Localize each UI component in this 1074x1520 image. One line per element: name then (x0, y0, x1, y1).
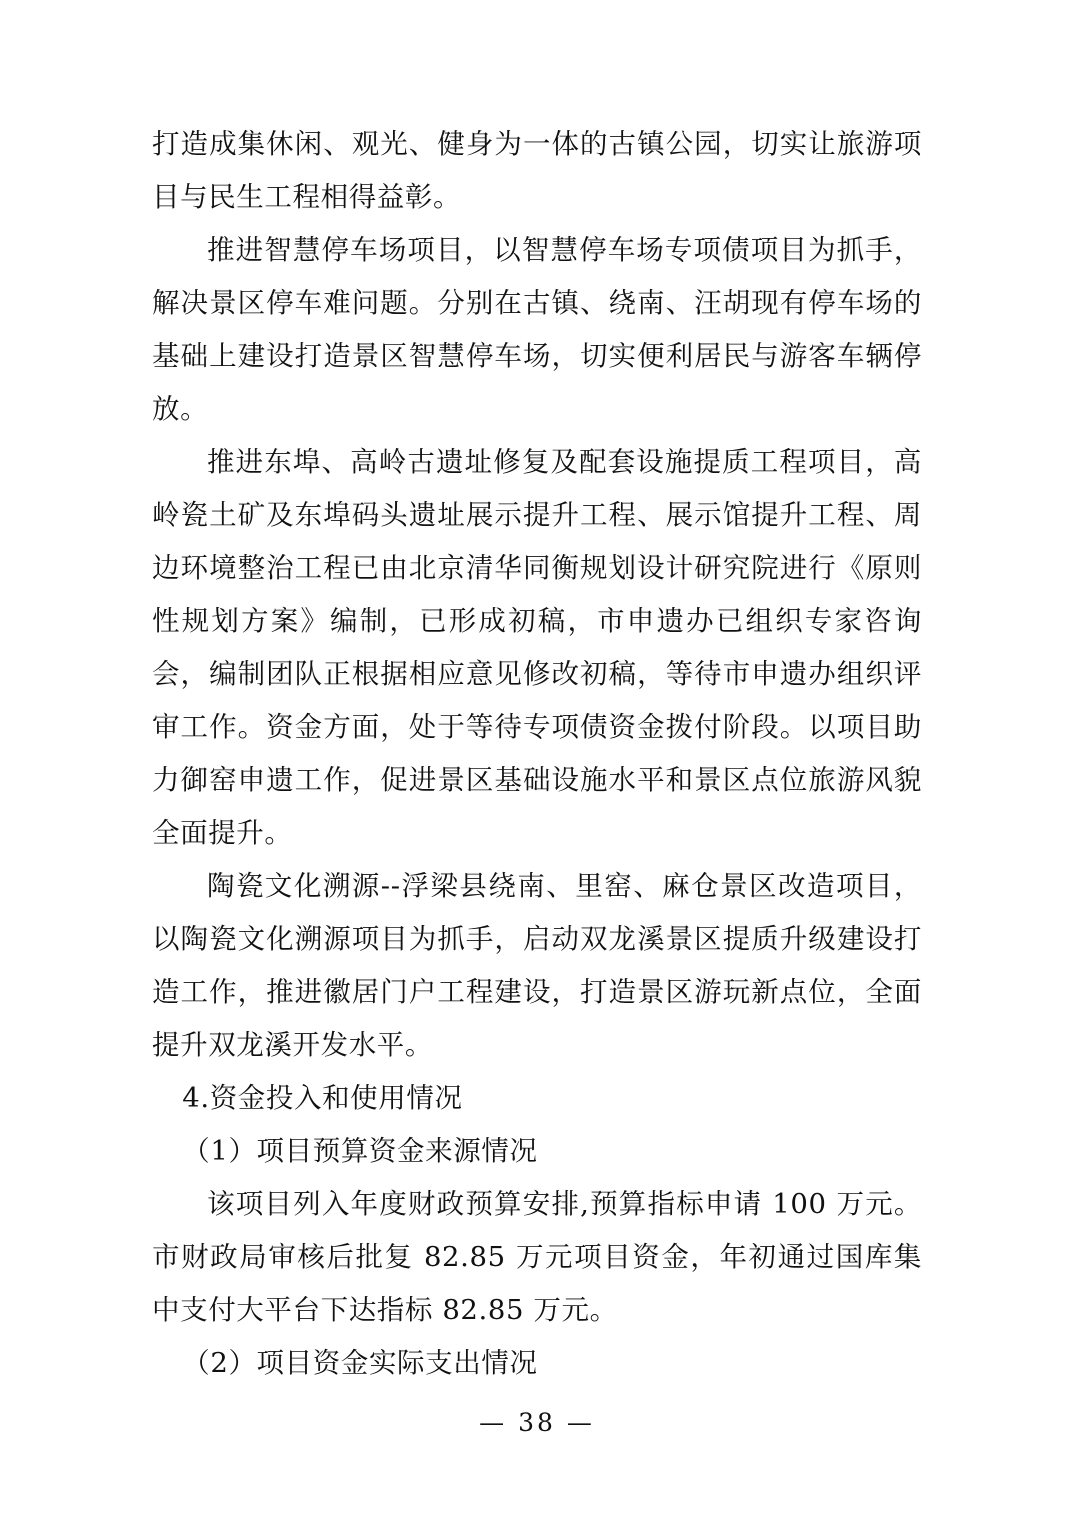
paragraph-budget-amounts: 该项目列入年度财政预算安排,预算指标申请 100 万元。市财政局审核后批复 82.85 万元项目资金，年初通过国库集中支付大平台下达指标 82.85 万元。 (152, 1188, 922, 1326)
paragraph-continuation: 打造成集休闲、观光、健身为一体的古镇公园，切实让旅游项目与民生工程相得益彰。 (152, 128, 922, 213)
paragraph-heading-funds: 4.资金投入和使用情况 (182, 1082, 463, 1114)
paragraph-subheading-actual-expenditure: （2）项目资金实际支出情况 (182, 1347, 538, 1379)
paragraph-smart-parking: 推进智慧停车场项目，以智慧停车场专项债项目为抓手，解决景区停车难问题。分别在古镇、绕南、汪胡现有停车场的基础上建设打造景区智慧停车场，切实便利居民与游客车辆停放。 (152, 234, 922, 425)
paragraph-dongbu-gaoling-site: 推进东埠、高岭古遗址修复及配套设施提质工程项目，高岭瓷土矿及东埠码头遗址展示提升工程、展示馆提升工程、周边环境整治工程已由北京清华同衡规划设计研究院进行《原则性规划方案》编制，已形成初稿，市申遗办已组织专家咨询会，编制团队正根据相应意见修改初稿，等待市申遗办组织评审工作。资金方面，处于等待专项债资金拨付阶段。以项目助力御窑申遗工作，促进景区基础设施水平和景区点位旅游风貌全面提升。 (152, 446, 922, 849)
page-number: — 38 — (479, 1408, 595, 1437)
document-body (152, 118, 922, 1390)
paragraph-subheading-budget-source: （1）项目预算资金来源情况 (182, 1135, 538, 1167)
paragraph-ceramic-culture-origin: 陶瓷文化溯源--浮梁县绕南、里窑、麻仓景区改造项目，以陶瓷文化溯源项目为抓手，启动双龙溪景区提质升级建设打造工作，推进徽居门户工程建设，打造景区游玩新点位，全面提升双龙溪开发水平。 (152, 870, 922, 1061)
